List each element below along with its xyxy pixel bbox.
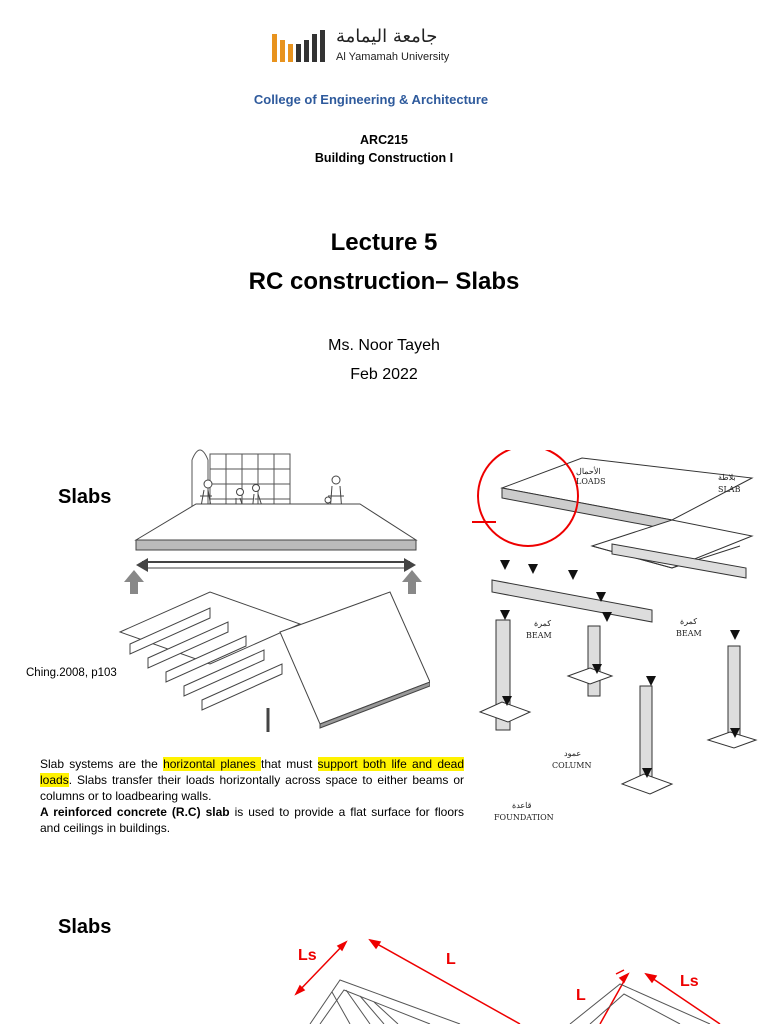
loads-ar-label: الأحمال bbox=[576, 467, 601, 476]
author-name: Ms. Noor Tayeh bbox=[328, 337, 440, 354]
lecture-date: Feb 2022 bbox=[350, 366, 418, 383]
logo-bars-icon bbox=[270, 30, 330, 66]
university-logo bbox=[270, 26, 470, 70]
highlight-loads: support both life and dead loads bbox=[40, 757, 465, 787]
para1-text: . Slabs transfer their loads horizontally across space to either beams or columns or to loadbearing walls. bbox=[40, 773, 464, 803]
foundation-label: FOUNDATION bbox=[494, 813, 554, 822]
college-name: College of Engineering & Architecture bbox=[253, 92, 489, 107]
slab-description bbox=[40, 756, 464, 836]
foundation-ar-label: قاعدة bbox=[512, 801, 532, 810]
course-name: Building Construction I bbox=[314, 151, 454, 165]
loads-label: LOADS bbox=[576, 477, 606, 486]
rc-slab-term: A reinforced concrete (R.C) slab bbox=[40, 805, 230, 819]
span-label-l: L bbox=[576, 987, 586, 1004]
slab-span-illustration bbox=[280, 930, 768, 1024]
lecture-number: Lecture 5 bbox=[330, 229, 438, 256]
beam2-ar-label: كمرة bbox=[680, 617, 698, 626]
para2-text: is used to provide a flat surface for floors and ceilings in buildings. bbox=[40, 805, 464, 835]
structure-illustration bbox=[472, 450, 768, 830]
beam-ar-label: كمرة bbox=[534, 619, 552, 628]
span-label-ls: Ls bbox=[680, 973, 699, 990]
beam-label: BEAM bbox=[526, 631, 552, 640]
span-label-ls: Ls bbox=[298, 947, 317, 964]
logo-arabic-text: جامعة اليمامة bbox=[336, 26, 438, 47]
highlight-horizontal-planes: horizontal planes bbox=[163, 757, 261, 771]
column-label: COLUMN bbox=[552, 761, 592, 770]
para1-text: that must bbox=[261, 757, 318, 771]
slab-label: SLAB bbox=[718, 485, 741, 494]
slide-title: Slabs bbox=[58, 486, 112, 508]
course-code: ARC215 bbox=[360, 133, 408, 147]
para1-text: Slab systems are the bbox=[40, 757, 164, 771]
citation: Ching.2008, p103 bbox=[26, 667, 117, 679]
logo-english-text: Al Yamamah University bbox=[336, 51, 450, 63]
slab-illustration bbox=[100, 432, 430, 742]
slide-title: Slabs bbox=[58, 916, 112, 938]
lecture-title: RC construction– Slabs bbox=[248, 268, 520, 295]
span-label-l: L bbox=[446, 951, 456, 968]
slab-ar-label: بلاطة bbox=[718, 473, 736, 482]
beam2-label: BEAM bbox=[676, 629, 702, 638]
column-ar-label: عمود bbox=[564, 749, 582, 758]
